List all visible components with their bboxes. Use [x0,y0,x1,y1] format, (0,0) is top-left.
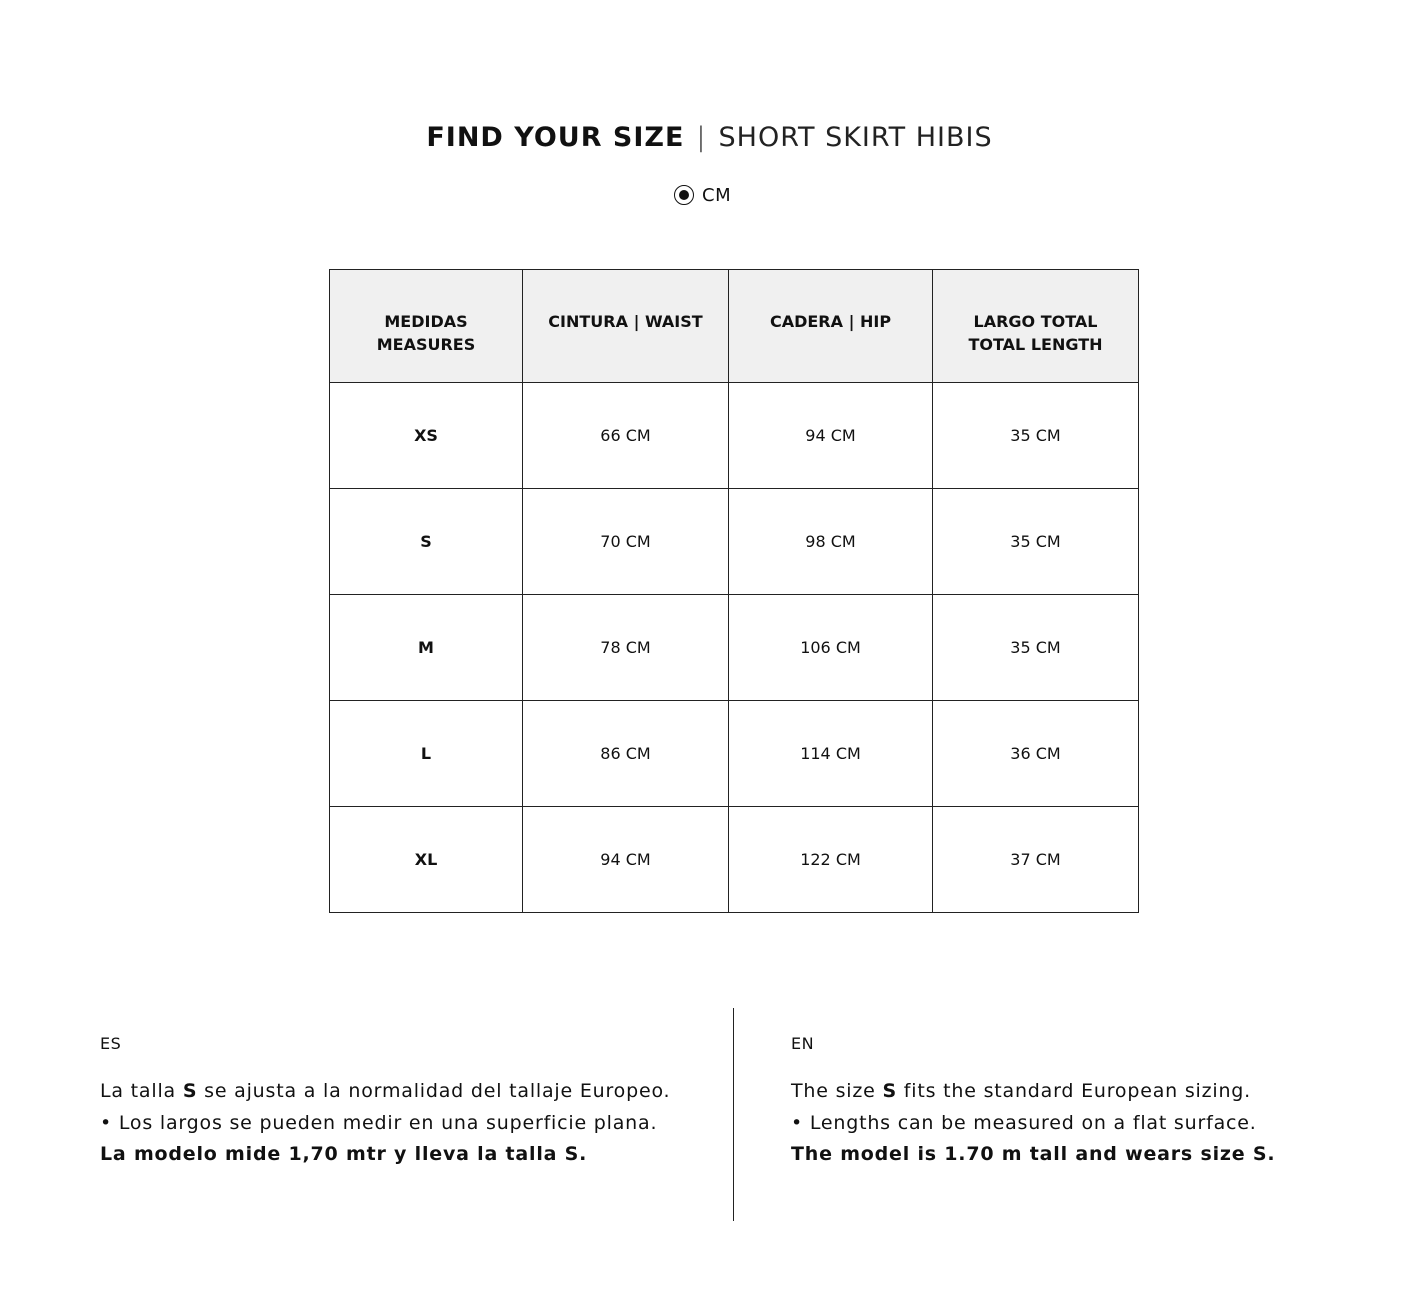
notes-en [791,1034,1411,1171]
length-cell: 35 CM [933,383,1139,489]
note-en-line2: • Lengths can be measured on a flat surface. [791,1111,1257,1134]
header-hip [729,270,933,383]
lang-label-es: ES [100,1034,122,1053]
header-length [933,270,1139,383]
header-measures-es: MEDIDAS [384,312,468,331]
note-en-line1: The size S fits the standard European sizing. [791,1080,1251,1102]
header-waist-label: CINTURA | WAIST [548,312,703,331]
size-cell: S [330,489,523,595]
length-cell: 37 CM [933,807,1139,913]
notes-es [100,1034,720,1171]
waist-cell: 86 CM [523,701,729,807]
unit-label: CM [702,184,732,206]
notes-divider [733,1008,734,1221]
title-main: FIND YOUR SIZE [426,122,685,153]
hip-cell: 98 CM [729,489,933,595]
header-hip-label: CADERA | HIP [769,312,892,331]
table-row [330,701,1139,807]
unit-selector-cm[interactable] [674,182,731,208]
lang-label-en: EN [791,1034,815,1053]
title-separator: | [696,122,707,153]
size-highlight: S [182,1080,198,1102]
note-es-line2: • Los largos se pueden medir en una superficie plana. [100,1111,658,1134]
waist-cell: 78 CM [523,595,729,701]
product-name: SHORT SKIRT HIBIS [718,122,993,153]
size-table [329,269,1139,913]
table-row [330,383,1139,489]
length-cell: 35 CM [933,595,1139,701]
page-title [0,122,1419,153]
note-es-line3: La modelo mide 1,70 mtr y lleva la talla S. [100,1143,588,1165]
radio-selected-icon[interactable] [674,185,694,205]
length-cell: 35 CM [933,489,1139,595]
size-cell: XL [330,807,523,913]
table-row [330,489,1139,595]
waist-cell: 66 CM [523,383,729,489]
hip-cell: 94 CM [729,383,933,489]
note-es-line1: La talla S se ajusta a la normalidad del tallaje Europeo. [100,1080,671,1102]
hip-cell: 114 CM [729,701,933,807]
header-length-es: LARGO TOTAL [973,312,1098,331]
hip-cell: 106 CM [729,595,933,701]
length-cell: 36 CM [933,701,1139,807]
size-cell: XS [330,383,523,489]
table-row [330,807,1139,913]
table-row [330,595,1139,701]
header-measures-en: MEASURES [376,335,476,354]
header-waist [523,270,729,383]
hip-cell: 122 CM [729,807,933,913]
size-cell: L [330,701,523,807]
note-en-line3: The model is 1.70 m tall and wears size S. [791,1143,1276,1165]
header-measures [330,270,523,383]
size-highlight: S [882,1080,897,1102]
size-cell: M [330,595,523,701]
header-length-en: TOTAL LENGTH [968,335,1103,354]
waist-cell: 94 CM [523,807,729,913]
table-header-row [330,270,1139,383]
waist-cell: 70 CM [523,489,729,595]
